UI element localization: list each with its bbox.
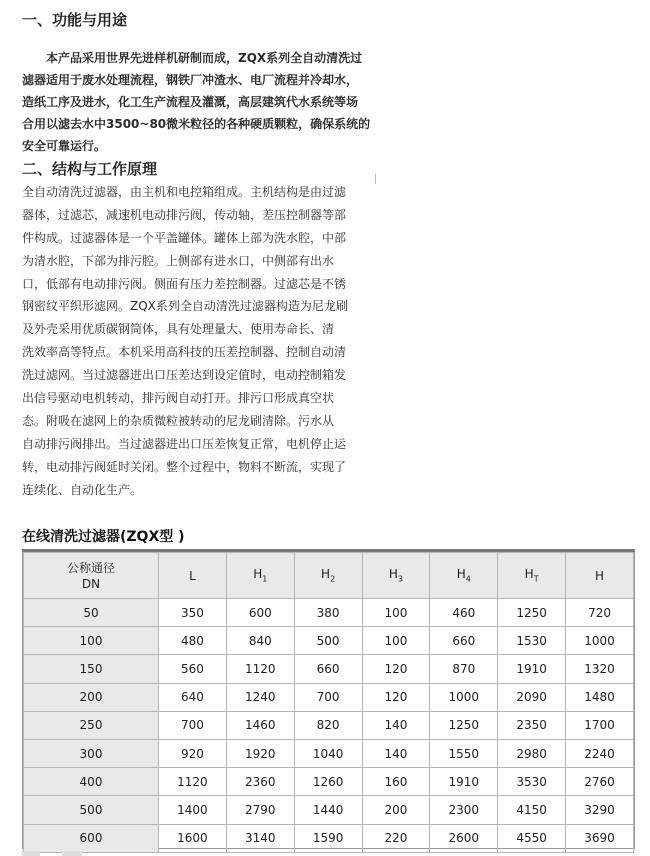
table-cell: 1400 bbox=[159, 796, 227, 824]
paragraph-line: 出信号驱动电机转动，排污阀自动打开。排污口形成真空状 bbox=[22, 391, 335, 406]
table-cell: 1910 bbox=[498, 655, 566, 683]
table-cell: 200 bbox=[362, 796, 430, 824]
table-cell: 920 bbox=[159, 739, 227, 767]
header-col-sub: T bbox=[533, 574, 539, 584]
section-heading-structure: 二、结构与工作原理 bbox=[22, 160, 158, 178]
header-dn-line1: 公称通径 bbox=[66, 560, 115, 575]
table-cell: 1590 bbox=[294, 824, 362, 852]
table-cell: 140 bbox=[362, 711, 430, 739]
table-cell: 700 bbox=[294, 683, 362, 711]
table-cell: 160 bbox=[362, 768, 430, 796]
table-row bbox=[24, 824, 634, 852]
table-cell: 660 bbox=[294, 655, 362, 683]
table-cell: 1320 bbox=[566, 655, 634, 683]
table-cell: 2240 bbox=[566, 739, 634, 767]
table-row bbox=[24, 599, 634, 627]
table-row bbox=[24, 739, 634, 767]
table-cell: 1460 bbox=[226, 711, 294, 739]
paragraph-line: 态。附吸在滤网上的杂质微粒被转动的尼龙刷清除。污水从 bbox=[22, 413, 335, 428]
table-cell: 1000 bbox=[430, 683, 498, 711]
table-cell: 2090 bbox=[498, 683, 566, 711]
table-row bbox=[24, 683, 634, 711]
table-cell: 2980 bbox=[498, 739, 566, 767]
table-cell: 1000 bbox=[566, 627, 634, 655]
table-cell-dn: 400 bbox=[24, 768, 159, 796]
table-cell: 220 bbox=[362, 824, 430, 852]
header-col-main: L bbox=[189, 568, 196, 583]
header-col bbox=[362, 553, 430, 599]
header-col bbox=[498, 553, 566, 599]
paragraph-line: 为清水腔，下部为排污腔。上侧部有进水口，中侧部有出水 bbox=[22, 253, 335, 268]
table-cell: 1700 bbox=[566, 711, 634, 739]
paragraph-line: 钢密纹平织形滤网。ZQX系列全自动清洗过滤器构造为尼龙刷 bbox=[22, 299, 348, 314]
table-cell-dn: 200 bbox=[24, 683, 159, 711]
table-cell: 640 bbox=[159, 683, 227, 711]
table-cell: 3290 bbox=[566, 796, 634, 824]
table-cell: 3530 bbox=[498, 768, 566, 796]
table-cell: 4150 bbox=[498, 796, 566, 824]
table-cell: 100 bbox=[362, 627, 430, 655]
table-cell: 2790 bbox=[226, 796, 294, 824]
table-cell: 4550 bbox=[498, 824, 566, 852]
table-cell-dn: 300 bbox=[24, 739, 159, 767]
divider-mark bbox=[375, 174, 376, 184]
table-cell: 1240 bbox=[226, 683, 294, 711]
table-cell: 1040 bbox=[294, 739, 362, 767]
table-cell: 1600 bbox=[159, 824, 227, 852]
table-cell: 1480 bbox=[566, 683, 634, 711]
table-cell: 1920 bbox=[226, 739, 294, 767]
paragraph-line: 全自动清洗过滤器，由主机和电控箱组成。主机结构是由过滤 bbox=[22, 185, 347, 199]
header-col bbox=[226, 553, 294, 599]
table-row bbox=[24, 655, 634, 683]
header-dn bbox=[24, 553, 159, 599]
table-cell: 350 bbox=[159, 599, 227, 627]
header-col-main: H bbox=[388, 567, 398, 582]
table-cell: 140 bbox=[362, 739, 430, 767]
table-title: 在线清洗过滤器(ZQX型 ) bbox=[22, 529, 185, 545]
table-cell: 120 bbox=[362, 683, 430, 711]
paragraph-line: 器体，过滤芯，减速机电动排污阀，传动轴，差压控制器等部 bbox=[22, 207, 347, 222]
table-header-row bbox=[24, 553, 634, 599]
table-cell: 1440 bbox=[294, 796, 362, 824]
table-cell: 2760 bbox=[566, 768, 634, 796]
table-row bbox=[24, 768, 634, 796]
paragraph-line: 滤器适用于废水处理流程，钢铁厂冲渣水、电厂流程并冷却水， bbox=[22, 73, 359, 87]
table-cell-dn: 50 bbox=[24, 599, 159, 627]
table-cell-dn: 500 bbox=[24, 796, 159, 824]
paragraph-line: 件构成。过滤器体是一个平盖罐体。罐体上部为洗水腔，中部 bbox=[22, 230, 347, 245]
header-col bbox=[159, 553, 227, 599]
table-cell: 1250 bbox=[498, 599, 566, 627]
header-dn-line2: DN bbox=[81, 576, 101, 591]
spec-table bbox=[22, 549, 635, 849]
table-cell: 1250 bbox=[430, 711, 498, 739]
table-cell: 480 bbox=[159, 627, 227, 655]
header-col-main: H bbox=[253, 567, 263, 582]
function-paragraph bbox=[22, 47, 370, 157]
table-cell: 120 bbox=[362, 655, 430, 683]
header-col-main: H bbox=[321, 567, 331, 582]
table-cell: 2360 bbox=[226, 768, 294, 796]
paragraph-line: 本产品采用世界先进样机研制而成，ZQX系列全自动清洗过 bbox=[22, 51, 363, 65]
paragraph-line: 转，电动排污阀延时关闭。整个过程中，物料不断流，实现了 bbox=[22, 459, 347, 474]
table-cell: 2300 bbox=[430, 796, 498, 824]
header-col-sub: 2 bbox=[330, 574, 336, 584]
table-cell: 1530 bbox=[498, 627, 566, 655]
paragraph-line: 口，低部有电动排污阀。侧面有压力差控制器。过滤芯是不锈 bbox=[22, 276, 347, 291]
paragraph-line: 安全可靠运行。 bbox=[22, 139, 107, 153]
table-cell: 720 bbox=[566, 599, 634, 627]
table-cell: 100 bbox=[362, 599, 430, 627]
table-cell: 3140 bbox=[226, 824, 294, 852]
paragraph-line: 自动排污阀排出。当过滤器进出口压差恢复正常，电机停止运 bbox=[22, 436, 347, 451]
header-col-sub: 4 bbox=[465, 574, 471, 584]
table-cell: 1120 bbox=[226, 655, 294, 683]
paragraph-line: 造纸工序及进水，化工生产流程及灌溉，高层建筑代水系统等场 bbox=[22, 95, 359, 109]
section-heading-function: 一、功能与用途 bbox=[22, 11, 128, 29]
header-col-sub: 3 bbox=[397, 574, 404, 584]
table-cell: 560 bbox=[159, 655, 227, 683]
table-cell: 600 bbox=[226, 599, 294, 627]
table-cell-dn: 250 bbox=[24, 711, 159, 739]
table-cell: 500 bbox=[294, 627, 362, 655]
table-row bbox=[24, 711, 634, 739]
table-cell: 460 bbox=[430, 599, 498, 627]
table-cell: 870 bbox=[430, 655, 498, 683]
table-cell: 820 bbox=[294, 711, 362, 739]
header-col bbox=[294, 553, 362, 599]
header-col-main: H bbox=[595, 568, 605, 583]
paragraph-line: 及外壳采用优质碳钢筒体，具有处理量大、使用寿命长、清 bbox=[22, 322, 335, 337]
table-cell: 380 bbox=[294, 599, 362, 627]
table-cell: 3690 bbox=[566, 824, 634, 852]
table-cell: 1910 bbox=[430, 768, 498, 796]
paragraph-line: 洗过滤网。当过滤器进出口压差达到设定值时，电动控制箱发 bbox=[22, 368, 347, 383]
table-cell: 2350 bbox=[498, 711, 566, 739]
table-cell: 700 bbox=[159, 711, 227, 739]
table-row bbox=[24, 627, 634, 655]
header-col-sub: 1 bbox=[262, 574, 268, 584]
table-cell: 840 bbox=[226, 627, 294, 655]
header-col bbox=[566, 553, 634, 599]
table-cell: 2600 bbox=[430, 824, 498, 852]
header-col-main: H bbox=[524, 567, 534, 582]
paragraph-line: 洗效率高等特点。本机采用高科技的压差控制器、控制自动清 bbox=[22, 345, 347, 360]
structure-paragraph bbox=[22, 181, 348, 501]
table-cell: 1120 bbox=[159, 768, 227, 796]
table-cell: 660 bbox=[430, 627, 498, 655]
footer-cutoff-text bbox=[22, 851, 322, 856]
table-cell-dn: 100 bbox=[24, 627, 159, 655]
table-row bbox=[24, 796, 634, 824]
paragraph-line: 连续化、自动化生产。 bbox=[22, 482, 143, 497]
header-col bbox=[430, 553, 498, 599]
table-cell: 1550 bbox=[430, 739, 498, 767]
table-cell: 1260 bbox=[294, 768, 362, 796]
header-col-main: H bbox=[456, 567, 466, 582]
paragraph-line: 合用以滤去水中3500~80微米粒径的各种硬质颗粒，确保系统的 bbox=[22, 117, 371, 131]
table-cell-dn: 150 bbox=[24, 655, 159, 683]
table-cell-dn: 600 bbox=[24, 824, 159, 852]
